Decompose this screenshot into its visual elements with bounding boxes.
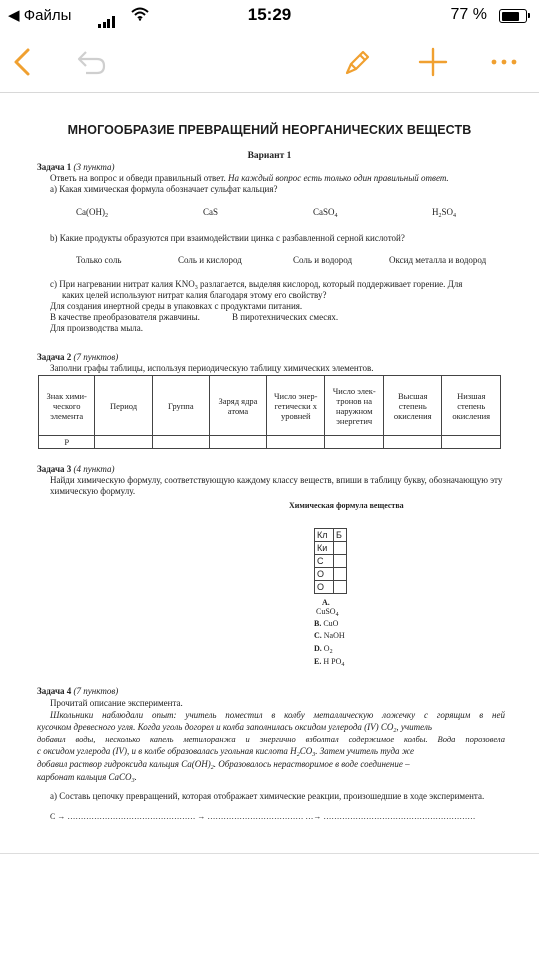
back-button[interactable] [4, 44, 40, 80]
formula-option: C. NaOH [314, 631, 345, 640]
table-cell: С [315, 555, 334, 568]
task3-header: Задача 3 (4 пункта) [37, 464, 115, 474]
task1-question-b: b) Какие продукты образуются при взаимодействии цинка с разбавленной серной кислотой? [50, 233, 405, 243]
back-to-files-link[interactable]: ◀ Файлы [8, 7, 72, 24]
table-cell[interactable] [442, 436, 501, 449]
markup-pen-icon [343, 47, 373, 77]
document-page[interactable] [0, 93, 539, 960]
answer-option[interactable]: Для создания инертной среды в упаковках с продуктами питания. [50, 301, 303, 311]
task4-text: карбонат кальция CaCO$_3$. [37, 772, 137, 784]
table-cell: О [315, 568, 334, 581]
table-cell[interactable] [95, 436, 152, 449]
table-cell[interactable] [334, 542, 347, 555]
formula-table-title: Химическая формула вещества [289, 501, 404, 510]
table-cell[interactable] [334, 581, 347, 594]
battery-icon [499, 9, 527, 23]
table-cell[interactable] [334, 555, 347, 568]
task4-instruction: Прочитай описание эксперимента. [50, 698, 183, 708]
table-header: Число энер- гетически х уровней [267, 376, 325, 436]
formula-option: CuSO$_4$ [316, 607, 339, 618]
table-header: Период [95, 376, 152, 436]
formula-option: D. $O_2$ [314, 644, 333, 655]
table-cell[interactable] [325, 436, 383, 449]
elements-table [38, 375, 501, 449]
table-cell: Кл [315, 529, 334, 542]
task1-question-c: c) При нагревании нитрат калия $KNO_3$ разлагается, выделяя кислород, который поддерживает горение. Для [50, 279, 463, 291]
table-cell: Ки [315, 542, 334, 555]
table-header: Группа [152, 376, 209, 436]
more-button[interactable] [486, 44, 522, 80]
task1-question-c-cont: каких целей используют нитрат калия благодаря этому его свойству? [62, 290, 327, 300]
formula-option: E. H $PO_4$ [314, 657, 345, 668]
task4-text: добавил воды, несколько капель метилоранжа и энергично взболтал содержимое колбы. Вода порозовела [37, 734, 505, 744]
table-header: Знак хими- ческого элемента [39, 376, 95, 436]
task4-text: с оксидом углерода (IV), и в колбе образовалась угольная кислота $H_2CO_3$. Затем учитель туда же [37, 746, 415, 758]
task4-text: добавил раствор гидроксида кальция $Ca(OH)_2$. Образовалось нерастворимое в воде соединение – [37, 759, 410, 771]
answer-option[interactable]: Соль и водород [293, 255, 353, 265]
answer-option[interactable]: Для производства мыла. [50, 323, 143, 333]
answer-option[interactable]: CaSO$_4$ [313, 207, 338, 219]
answer-option[interactable]: В качестве преобразователя ржавчины. [50, 312, 200, 322]
table-cell[interactable] [267, 436, 325, 449]
battery-percent: 77 % [450, 6, 487, 23]
variant-label: Вариант 1 [247, 151, 292, 161]
task1-question-a: а) Какая химическая формула обозначает сульфат кальция? [50, 184, 278, 194]
table-cell[interactable] [152, 436, 209, 449]
table-header: Высшая степень окисления [383, 376, 442, 436]
status-bar [0, 0, 539, 34]
answer-option[interactable]: $Ca(OH)_2$ [76, 207, 108, 219]
table-cell: О [315, 581, 334, 594]
table-header: Низшая степень окисления [442, 376, 501, 436]
table-cell[interactable] [383, 436, 442, 449]
table-cell[interactable]: P [39, 436, 95, 449]
answer-option[interactable]: CaS [203, 207, 219, 217]
task1-header: Задача 1 (3 пункта) [37, 162, 115, 172]
undo-icon [76, 49, 108, 75]
table-cell[interactable] [209, 436, 266, 449]
more-icon [489, 57, 519, 67]
chevron-left-icon [11, 47, 33, 77]
task3-instruction: Найди химическую формулу, соответствующую каждому классу веществ, впиши в таблицу букву, обозначающую эту [50, 475, 503, 485]
add-button[interactable] [415, 44, 451, 80]
task1-instruction: Ответь на вопрос и обведи правильный ответ. На каждый вопрос есть только один правильный ответ. [50, 173, 449, 183]
plus-icon [418, 47, 448, 77]
table-cell[interactable]: Б [334, 529, 347, 542]
answer-option[interactable]: Соль и кислород [178, 255, 242, 265]
page-divider [0, 853, 539, 854]
formula-table [314, 528, 347, 594]
task4-text: Школьники наблюдали опыт: учитель поместил в колбу металлическую ложечку с горящим в ней [50, 710, 505, 720]
undo-button[interactable] [74, 44, 110, 80]
formula-option: B. CuO [314, 619, 339, 628]
answer-option[interactable]: Только соль [76, 255, 122, 265]
toolbar [0, 34, 539, 93]
task4-text: кусочком древесного угля. Когда уголь догорел и колба заполнилась оксидом углерода (IV) $CO_2$, учитель [37, 722, 432, 734]
markup-button[interactable] [340, 44, 376, 80]
answer-option[interactable]: Оксид металла и водород [389, 255, 487, 265]
task2-instruction: Заполни графы таблицы, используя периодическую таблицу химических элементов. [50, 363, 374, 373]
task3-instruction-cont: химическую формулу. [50, 486, 136, 496]
table-cell[interactable] [334, 568, 347, 581]
answer-option[interactable]: В пиротехнических смесях. [232, 312, 339, 322]
clock: 15:29 [247, 5, 292, 24]
answer-option[interactable]: $H_2SO_4$ [432, 207, 457, 219]
table-header: Заряд ядра атома [209, 376, 266, 436]
task4-header: Задача 4 (7 пунктов) [37, 686, 119, 696]
task4-question-a: а) Составь цепочку превращений, которая отображает химические реакции, произошедшие в ходе эксперимента. [50, 791, 485, 801]
table-header: Число элек- тронов на наружном энергетич [325, 376, 383, 436]
task4-chain-blank[interactable]: C → ………………………………………… → ……………………………… …→ ………………………………………………… [50, 812, 476, 821]
task2-header: Задача 2 (7 пунктов) [37, 352, 119, 362]
doc-title: МНОГООБРАЗИЕ ПРЕВРАЩЕНИЙ НЕОРГАНИЧЕСКИХ ВЕЩЕСТВ [67, 123, 472, 137]
formula-option: A. [322, 598, 330, 607]
